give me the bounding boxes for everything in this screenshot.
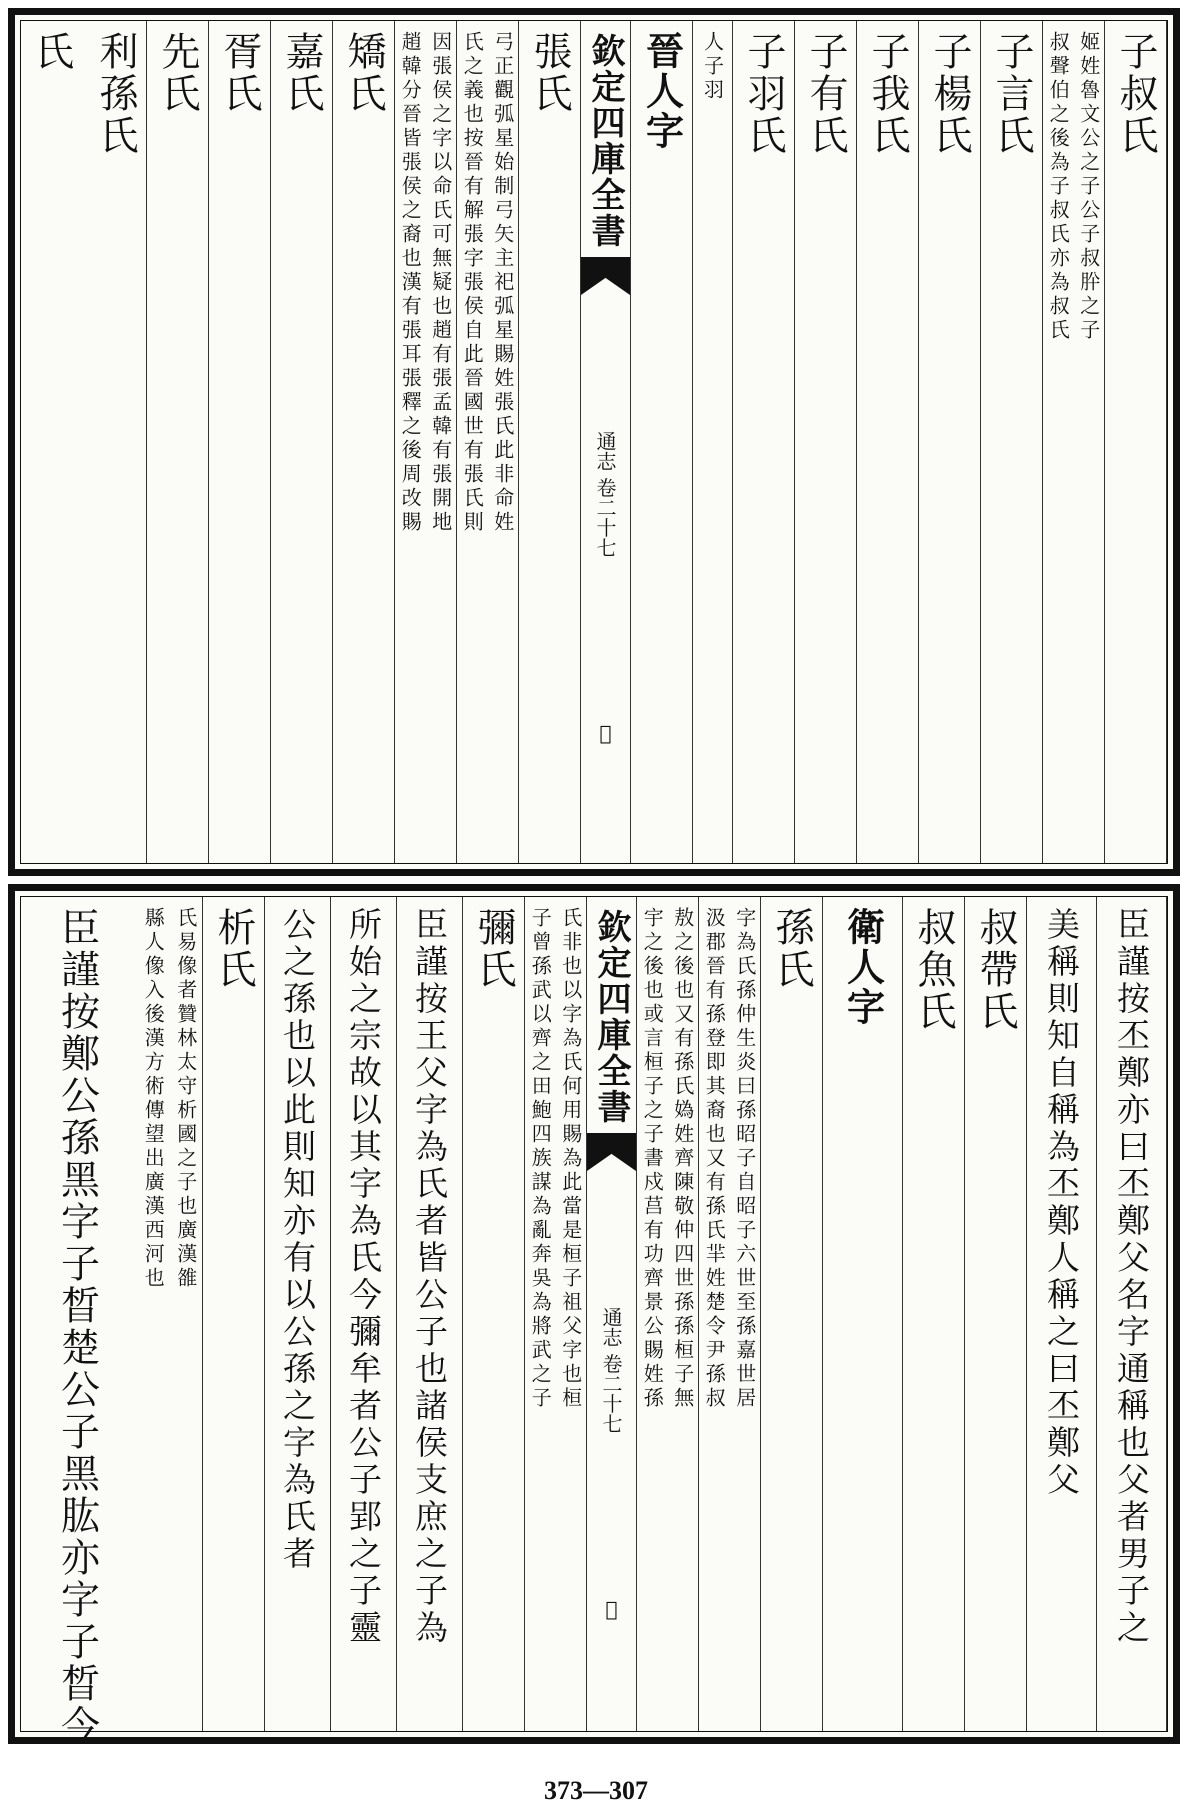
- column-sun-notes-2: [637, 897, 699, 1731]
- book-title: 欽定四庫全書: [591, 909, 631, 1125]
- fish-tail-mark: [587, 1133, 636, 1171]
- column-jiao: [333, 21, 395, 863]
- note-renziyu: 人子羽: [700, 31, 725, 103]
- column-note-1: [1097, 897, 1167, 1731]
- column-sun: [761, 897, 823, 1731]
- center-fold-lower: [587, 897, 637, 1731]
- column-zhang-notes-1: [457, 21, 519, 863]
- heading-jia-shi: 嘉氏: [279, 31, 324, 115]
- column-jia: [271, 21, 333, 863]
- column-lisun: [85, 21, 147, 863]
- column-section-wei: [823, 897, 903, 1731]
- note-line: 趙韓分晉皆張侯之裔也漢有張耳張釋之後周改賜: [398, 31, 423, 535]
- heading-shuyu-shi: 叔魚氏: [911, 907, 956, 1033]
- book-title: 欽定四庫全書: [585, 33, 625, 249]
- column-commentary-3: [397, 897, 463, 1731]
- column-commentary-5: [265, 897, 331, 1731]
- column-left-notes-1: [525, 897, 587, 1731]
- column-xi-notes: [137, 897, 203, 1731]
- note-line: 字為氏孫仲生炎曰孫昭子自昭子六世至孫嘉世居: [732, 907, 757, 1411]
- commentary-line: 臣謹按丕鄭亦曰丕鄭父名字通稱也父者男子之: [1112, 907, 1151, 1647]
- text-zishu: [1113, 21, 1158, 853]
- page-number: 𥘉: [599, 1597, 624, 1621]
- commentary-line: 所始之宗故以其字為氏今彌牟者公子郢之子靈: [344, 907, 383, 1647]
- heading-mi-shi: 彌氏: [471, 907, 516, 991]
- column-ziwo: [857, 21, 919, 863]
- heading-xu-shi: 胥氏: [217, 31, 262, 115]
- commentary-line: 臣謹按王父字為氏者皆公子也諸侯支庶之子為: [410, 907, 449, 1647]
- column-pi: [17, 21, 85, 863]
- column-zhang: [519, 21, 581, 863]
- note-line: 弓正觀弧星始制弓矢主祀弧星賜姓張氏此非命姓: [490, 31, 515, 535]
- heading-ziyang-shi: 子楊氏: [927, 31, 972, 157]
- column-xi: [203, 897, 265, 1731]
- heading-xian-shi: 先氏: [155, 31, 200, 115]
- note-line: 氏易像者贊林太守析國之子也廣漢雒: [173, 907, 198, 1291]
- column-ziyang: [919, 21, 981, 863]
- note-line: 氏非也以字為氏何用賜為此當是桓子祖父字也桓: [558, 907, 583, 1411]
- center-fold-upper: [581, 21, 631, 863]
- section-title-wei: 衛人字: [840, 907, 886, 1027]
- heading-xi-shi: 析氏: [211, 907, 256, 991]
- fish-tail-mark: [581, 257, 630, 295]
- volume-label: 通志 卷二十七: [599, 1307, 623, 1434]
- heading-shudai-shi: 叔帶氏: [973, 907, 1018, 1033]
- heading-sun-shi: 孫氏: [769, 907, 814, 991]
- heading-lisun-shi: 利孫氏: [93, 31, 138, 157]
- heading-ziyan-shi: 子言氏: [989, 31, 1034, 157]
- heading-ziyu-shi: 子羽氏: [741, 31, 786, 157]
- commentary-line: 美稱則知自稱為丕鄭人稱之曰丕鄭父: [1042, 907, 1081, 1499]
- column-ziyan: [981, 21, 1043, 863]
- column-shuyu: [903, 897, 965, 1731]
- page-number: 𥘉: [593, 721, 618, 745]
- volume-label: 通志 卷二十七: [593, 431, 617, 558]
- column-renziyu: [693, 21, 733, 863]
- column-ziyou: [795, 21, 857, 863]
- heading-zishu-shi: 子叔氏: [1113, 31, 1158, 157]
- column-ziyu: [733, 21, 795, 863]
- note-line: 叔聲伯之後為子叔氏亦為叔氏: [1046, 31, 1071, 343]
- upper-page-body: [20, 20, 1168, 864]
- column-zishu-notes: [1043, 21, 1105, 863]
- column-zhang-notes-2: [395, 21, 457, 863]
- column-commentary-6: [17, 897, 137, 1747]
- commentary-line: 公之孫也以此則知亦有以公孫之字為氏者: [278, 907, 317, 1573]
- column-xian: [147, 21, 209, 863]
- column-xu: [209, 21, 271, 863]
- note-line: 子曾孫武以齊之田鮑四族謀為亂奔吳為將武之子: [528, 907, 553, 1411]
- heading-zhang-shi: 張氏: [527, 31, 572, 115]
- page-code: 373—307: [544, 1776, 648, 1805]
- heading-ziwo-shi: 子我氏: [865, 31, 910, 157]
- column-note-2: [1027, 897, 1097, 1731]
- lower-page-body: [20, 896, 1168, 1747]
- note-line: 縣人像入後漢方術傳望出廣漢西河也: [141, 907, 166, 1291]
- lower-page-frame: [8, 884, 1180, 1747]
- heading-jiao-shi: 矯氏: [341, 31, 386, 115]
- section-title-jin: 晉人字: [639, 31, 685, 151]
- column-mi: [463, 897, 525, 1731]
- note-line: 氏之義也按晉有解張字張侯自此晉國世有張氏則: [460, 31, 485, 535]
- note-line: 因張侯之字以命氏可無疑也趙有張孟韓有張開地: [428, 31, 453, 535]
- commentary-line: 臣謹按鄭公孫黑字子晳楚公子黑肱亦字子晳今: [54, 907, 100, 1747]
- column-section-jin: [631, 21, 693, 863]
- note-line: 敖之後也又有孫氏媯姓齊陳敬仲四世孫孫桓子無: [670, 907, 695, 1411]
- upper-page-frame: [8, 8, 1180, 876]
- column-shudai: [965, 897, 1027, 1731]
- note-line: 宇之後也或言桓子之子書戍莒有功齊景公賜姓孫: [640, 907, 665, 1411]
- heading-pi-shi: 氏: [28, 31, 74, 73]
- note-line: 姬姓魯文公之子公子叔肸之子: [1076, 31, 1101, 343]
- heading-ziyou-shi: 子有氏: [803, 31, 848, 157]
- note-line: 汲郡晉有孫登即其裔也又有孫氏羋姓楚令尹孫叔: [702, 907, 727, 1411]
- column-zishu: [1105, 21, 1167, 863]
- column-commentary-4: [331, 897, 397, 1731]
- column-sun-notes-1: [699, 897, 761, 1731]
